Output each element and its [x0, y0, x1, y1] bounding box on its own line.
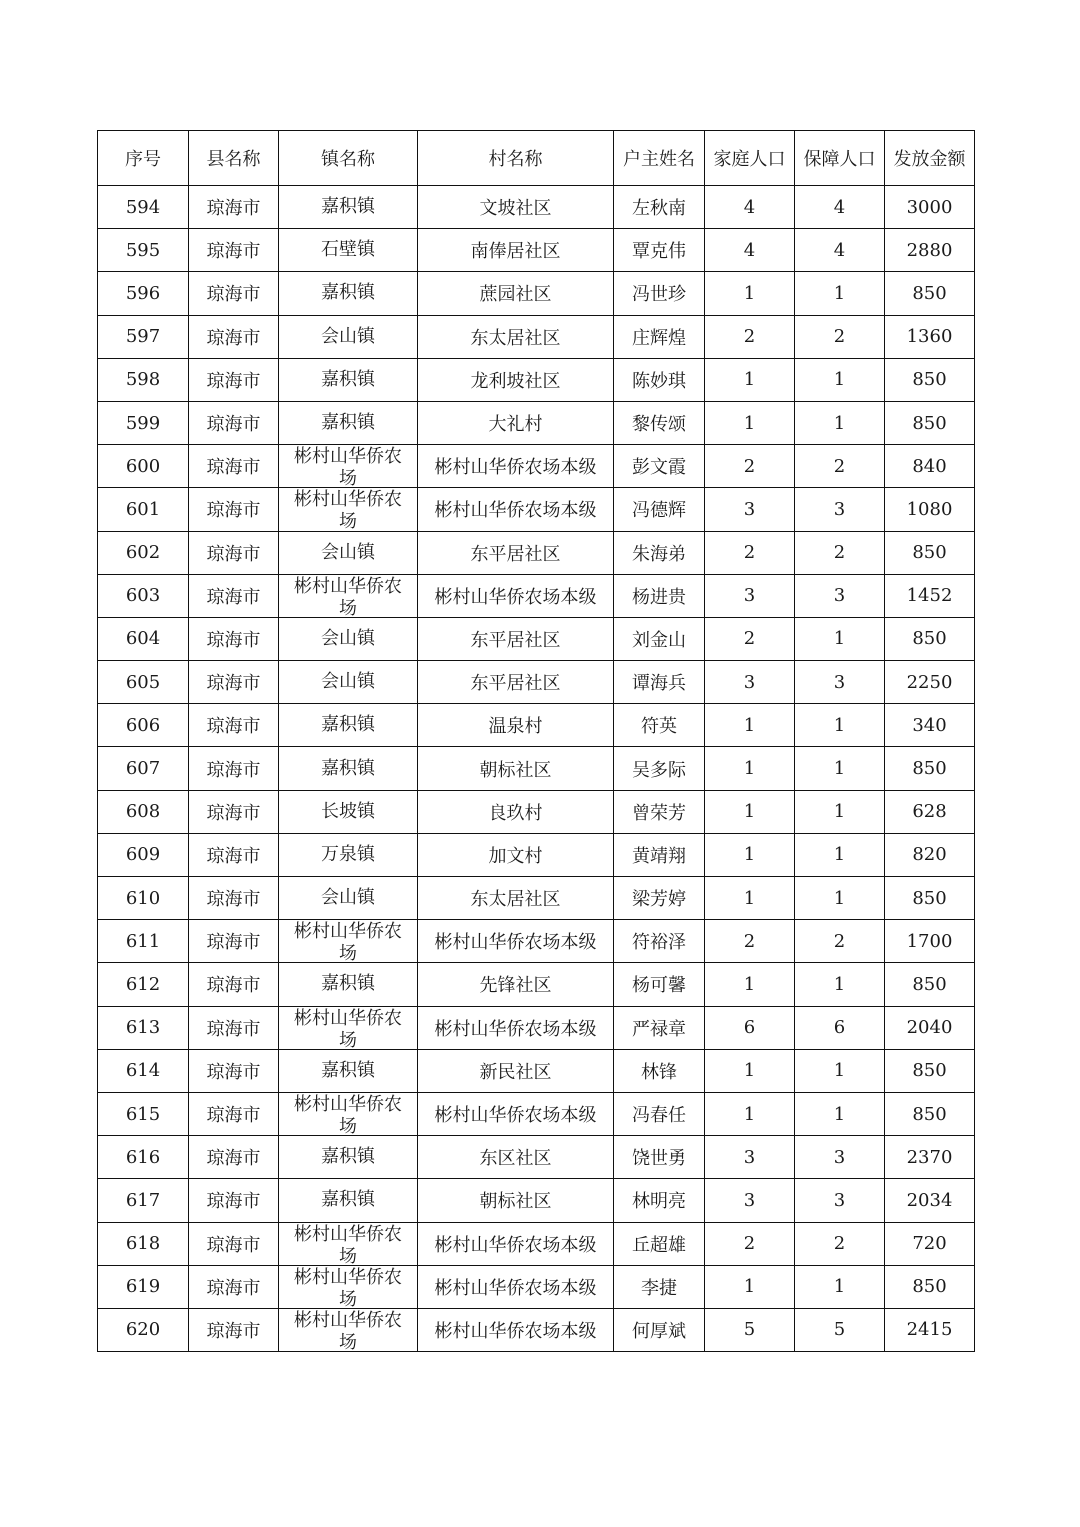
- cell-town: [279, 747, 418, 790]
- town-name-text: 彬村山华侨农场: [294, 1309, 402, 1350]
- cell-householder: 符英: [614, 704, 705, 747]
- cell-index: 594: [98, 186, 189, 229]
- table-row: [98, 1308, 975, 1351]
- cell-family-size: 4: [705, 186, 795, 229]
- table-row: [98, 833, 975, 876]
- cell-covered-size: 2: [795, 445, 885, 488]
- cell-amount: 628: [885, 790, 975, 833]
- cell-village: 先锋社区: [418, 963, 614, 1006]
- cell-county: 琼海市: [189, 1308, 279, 1351]
- cell-amount: 850: [885, 963, 975, 1006]
- cell-householder: 林明亮: [614, 1179, 705, 1222]
- cell-householder: 吴多际: [614, 747, 705, 790]
- cell-householder: 陈妙琪: [614, 358, 705, 401]
- cell-family-size: 1: [705, 1049, 795, 1092]
- town-name-text: 嘉积镇: [321, 714, 375, 736]
- cell-village: 龙利坡社区: [418, 358, 614, 401]
- cell-village: 彬村山华侨农场本级: [418, 920, 614, 963]
- table-row: [98, 1006, 975, 1049]
- cell-village: 东太居社区: [418, 877, 614, 920]
- cell-county: 琼海市: [189, 445, 279, 488]
- cell-householder: 庄辉煌: [614, 315, 705, 358]
- town-name-text: 彬村山华侨农场: [294, 1094, 402, 1135]
- header-county: 县名称: [189, 131, 279, 186]
- table-row: [98, 963, 975, 1006]
- cell-index: 607: [98, 747, 189, 790]
- town-name-text: 嘉积镇: [321, 1189, 375, 1211]
- cell-index: 611: [98, 920, 189, 963]
- town-name-text: 彬村山华侨农场: [294, 1223, 402, 1264]
- cell-index: 610: [98, 877, 189, 920]
- cell-index: 612: [98, 963, 189, 1006]
- cell-county: 琼海市: [189, 229, 279, 272]
- cell-amount: 1452: [885, 574, 975, 617]
- town-name-text: 嘉积镇: [321, 412, 375, 434]
- cell-index: 600: [98, 445, 189, 488]
- cell-family-size: 3: [705, 574, 795, 617]
- cell-town: [279, 229, 418, 272]
- cell-householder: 黄靖翔: [614, 833, 705, 876]
- table-row: [98, 661, 975, 704]
- cell-county: 琼海市: [189, 315, 279, 358]
- cell-village: 新民社区: [418, 1049, 614, 1092]
- cell-town: [279, 963, 418, 1006]
- cell-village: 彬村山华侨农场本级: [418, 445, 614, 488]
- cell-town: [279, 1308, 418, 1351]
- cell-amount: 2040: [885, 1006, 975, 1049]
- cell-county: 琼海市: [189, 1136, 279, 1179]
- cell-amount: 1360: [885, 315, 975, 358]
- cell-covered-size: 3: [795, 1179, 885, 1222]
- cell-village: 大礼村: [418, 401, 614, 444]
- town-name-text: 嘉积镇: [321, 1146, 375, 1168]
- town-name-text: 会山镇: [321, 541, 375, 563]
- cell-town: [279, 445, 418, 488]
- town-name-text: 嘉积镇: [321, 973, 375, 995]
- table-row: [98, 401, 975, 444]
- cell-amount: 2880: [885, 229, 975, 272]
- table-row: [98, 920, 975, 963]
- cell-family-size: 3: [705, 661, 795, 704]
- cell-county: 琼海市: [189, 1049, 279, 1092]
- cell-county: 琼海市: [189, 358, 279, 401]
- cell-index: 605: [98, 661, 189, 704]
- cell-town: [279, 1092, 418, 1135]
- town-name-text: 石壁镇: [321, 239, 375, 261]
- cell-family-size: 1: [705, 272, 795, 315]
- cell-index: 620: [98, 1308, 189, 1351]
- cell-index: 616: [98, 1136, 189, 1179]
- table-header-row: [98, 131, 975, 186]
- cell-family-size: 3: [705, 488, 795, 531]
- table-row: [98, 790, 975, 833]
- cell-county: 琼海市: [189, 877, 279, 920]
- cell-town: [279, 704, 418, 747]
- cell-town: [279, 1136, 418, 1179]
- cell-householder: 严禄章: [614, 1006, 705, 1049]
- cell-householder: 饶世勇: [614, 1136, 705, 1179]
- town-name-text: 会山镇: [321, 627, 375, 649]
- cell-amount: 2250: [885, 661, 975, 704]
- cell-family-size: 1: [705, 401, 795, 444]
- cell-covered-size: 1: [795, 747, 885, 790]
- cell-village: 彬村山华侨农场本级: [418, 1006, 614, 1049]
- cell-village: 朝标社区: [418, 747, 614, 790]
- cell-covered-size: 1: [795, 790, 885, 833]
- cell-county: 琼海市: [189, 661, 279, 704]
- header-covered-size: 保障人口: [795, 131, 885, 186]
- cell-village: 彬村山华侨农场本级: [418, 1222, 614, 1265]
- cell-family-size: 1: [705, 358, 795, 401]
- cell-village: 彬村山华侨农场本级: [418, 488, 614, 531]
- cell-householder: 杨进贵: [614, 574, 705, 617]
- table-body: [98, 186, 975, 1352]
- cell-index: 609: [98, 833, 189, 876]
- cell-covered-size: 3: [795, 1136, 885, 1179]
- cell-family-size: 4: [705, 229, 795, 272]
- cell-amount: 1700: [885, 920, 975, 963]
- town-name-text: 嘉积镇: [321, 368, 375, 390]
- town-name-text: 会山镇: [321, 887, 375, 909]
- cell-town: [279, 401, 418, 444]
- cell-amount: 2370: [885, 1136, 975, 1179]
- cell-amount: 2415: [885, 1308, 975, 1351]
- cell-town: [279, 617, 418, 660]
- cell-index: 596: [98, 272, 189, 315]
- cell-county: 琼海市: [189, 963, 279, 1006]
- cell-covered-size: 1: [795, 358, 885, 401]
- cell-covered-size: 1: [795, 833, 885, 876]
- cell-county: 琼海市: [189, 617, 279, 660]
- cell-county: 琼海市: [189, 488, 279, 531]
- town-name-text: 彬村山华侨农场: [294, 575, 402, 616]
- cell-town: [279, 531, 418, 574]
- cell-county: 琼海市: [189, 1179, 279, 1222]
- town-name-text: 彬村山华侨农场: [294, 489, 402, 530]
- cell-householder: 李捷: [614, 1265, 705, 1308]
- cell-family-size: 1: [705, 833, 795, 876]
- table-row: [98, 229, 975, 272]
- cell-village: 东区社区: [418, 1136, 614, 1179]
- town-name-text: 彬村山华侨农场: [294, 1007, 402, 1048]
- table-row: [98, 272, 975, 315]
- cell-family-size: 1: [705, 747, 795, 790]
- cell-index: 615: [98, 1092, 189, 1135]
- cell-amount: 850: [885, 401, 975, 444]
- cell-index: 619: [98, 1265, 189, 1308]
- table-row: [98, 186, 975, 229]
- town-name-text: 万泉镇: [321, 843, 375, 865]
- cell-family-size: 2: [705, 1222, 795, 1265]
- cell-family-size: 3: [705, 1136, 795, 1179]
- cell-amount: 850: [885, 1049, 975, 1092]
- cell-index: 599: [98, 401, 189, 444]
- header-village: 村名称: [418, 131, 614, 186]
- cell-village: 文坡社区: [418, 186, 614, 229]
- cell-householder: 覃克伟: [614, 229, 705, 272]
- cell-village: 彬村山华侨农场本级: [418, 1308, 614, 1351]
- table-row: [98, 1179, 975, 1222]
- cell-county: 琼海市: [189, 272, 279, 315]
- cell-family-size: 1: [705, 790, 795, 833]
- cell-town: [279, 790, 418, 833]
- cell-covered-size: 2: [795, 531, 885, 574]
- cell-covered-size: 1: [795, 1049, 885, 1092]
- cell-householder: 冯春任: [614, 1092, 705, 1135]
- cell-householder: 冯德辉: [614, 488, 705, 531]
- table-row: [98, 747, 975, 790]
- cell-amount: 840: [885, 445, 975, 488]
- cell-amount: 850: [885, 877, 975, 920]
- cell-family-size: 2: [705, 920, 795, 963]
- cell-village: 温泉村: [418, 704, 614, 747]
- cell-householder: 杨可馨: [614, 963, 705, 1006]
- cell-county: 琼海市: [189, 747, 279, 790]
- cell-index: 602: [98, 531, 189, 574]
- table-row: [98, 1136, 975, 1179]
- cell-amount: 850: [885, 747, 975, 790]
- cell-index: 617: [98, 1179, 189, 1222]
- cell-index: 606: [98, 704, 189, 747]
- cell-town: [279, 1265, 418, 1308]
- town-name-text: 嘉积镇: [321, 196, 375, 218]
- cell-covered-size: 1: [795, 617, 885, 660]
- cell-town: [279, 315, 418, 358]
- cell-amount: 1080: [885, 488, 975, 531]
- cell-family-size: 1: [705, 1265, 795, 1308]
- cell-family-size: 1: [705, 1092, 795, 1135]
- cell-village: 朝标社区: [418, 1179, 614, 1222]
- cell-householder: 冯世珍: [614, 272, 705, 315]
- table-row: [98, 1222, 975, 1265]
- cell-family-size: 1: [705, 963, 795, 1006]
- cell-index: 597: [98, 315, 189, 358]
- cell-index: 614: [98, 1049, 189, 1092]
- cell-county: 琼海市: [189, 920, 279, 963]
- cell-covered-size: 3: [795, 661, 885, 704]
- cell-town: [279, 920, 418, 963]
- cell-town: [279, 1222, 418, 1265]
- cell-covered-size: 4: [795, 186, 885, 229]
- cell-householder: 符裕泽: [614, 920, 705, 963]
- table-row: [98, 1049, 975, 1092]
- cell-village: 彬村山华侨农场本级: [418, 574, 614, 617]
- cell-village: 良玖村: [418, 790, 614, 833]
- cell-town: [279, 488, 418, 531]
- cell-town: [279, 877, 418, 920]
- town-name-text: 彬村山华侨农场: [294, 921, 402, 962]
- table-row: [98, 877, 975, 920]
- allowance-table-sheet: [97, 130, 975, 1352]
- cell-householder: 左秋南: [614, 186, 705, 229]
- cell-county: 琼海市: [189, 790, 279, 833]
- cell-covered-size: 1: [795, 1092, 885, 1135]
- cell-index: 618: [98, 1222, 189, 1265]
- cell-covered-size: 6: [795, 1006, 885, 1049]
- cell-town: [279, 1179, 418, 1222]
- cell-county: 琼海市: [189, 1222, 279, 1265]
- cell-town: [279, 661, 418, 704]
- table-row: [98, 488, 975, 531]
- cell-county: 琼海市: [189, 401, 279, 444]
- cell-town: [279, 574, 418, 617]
- cell-family-size: 3: [705, 1179, 795, 1222]
- cell-county: 琼海市: [189, 186, 279, 229]
- cell-village: 东平居社区: [418, 617, 614, 660]
- cell-family-size: 2: [705, 445, 795, 488]
- cell-village: 加文村: [418, 833, 614, 876]
- cell-town: [279, 272, 418, 315]
- cell-householder: 林锋: [614, 1049, 705, 1092]
- town-name-text: 彬村山华侨农场: [294, 1266, 402, 1307]
- header-amount: 发放金额: [885, 131, 975, 186]
- cell-covered-size: 3: [795, 488, 885, 531]
- table-row: [98, 1265, 975, 1308]
- cell-amount: 820: [885, 833, 975, 876]
- cell-householder: 朱海弟: [614, 531, 705, 574]
- cell-county: 琼海市: [189, 531, 279, 574]
- town-name-text: 嘉积镇: [321, 282, 375, 304]
- cell-county: 琼海市: [189, 833, 279, 876]
- cell-covered-size: 2: [795, 315, 885, 358]
- cell-amount: 850: [885, 617, 975, 660]
- cell-covered-size: 3: [795, 574, 885, 617]
- cell-amount: 850: [885, 272, 975, 315]
- cell-index: 613: [98, 1006, 189, 1049]
- cell-village: 彬村山华侨农场本级: [418, 1092, 614, 1135]
- cell-amount: 850: [885, 531, 975, 574]
- cell-covered-size: 1: [795, 963, 885, 1006]
- cell-covered-size: 1: [795, 272, 885, 315]
- allowance-table: [97, 130, 975, 1352]
- cell-index: 598: [98, 358, 189, 401]
- cell-householder: 何厚斌: [614, 1308, 705, 1351]
- cell-covered-size: 1: [795, 704, 885, 747]
- cell-town: [279, 1049, 418, 1092]
- cell-householder: 刘金山: [614, 617, 705, 660]
- cell-covered-size: 4: [795, 229, 885, 272]
- header-householder: 户主姓名: [614, 131, 705, 186]
- town-name-text: 嘉积镇: [321, 757, 375, 779]
- cell-town: [279, 186, 418, 229]
- cell-village: 东平居社区: [418, 661, 614, 704]
- cell-family-size: 2: [705, 531, 795, 574]
- cell-index: 608: [98, 790, 189, 833]
- cell-index: 601: [98, 488, 189, 531]
- cell-village: 彬村山华侨农场本级: [418, 1265, 614, 1308]
- cell-county: 琼海市: [189, 1092, 279, 1135]
- cell-covered-size: 1: [795, 877, 885, 920]
- cell-county: 琼海市: [189, 1265, 279, 1308]
- cell-covered-size: 5: [795, 1308, 885, 1351]
- cell-family-size: 1: [705, 704, 795, 747]
- cell-family-size: 1: [705, 877, 795, 920]
- table-row: [98, 704, 975, 747]
- cell-amount: 720: [885, 1222, 975, 1265]
- town-name-text: 嘉积镇: [321, 1059, 375, 1081]
- cell-village: 南俸居社区: [418, 229, 614, 272]
- cell-amount: 340: [885, 704, 975, 747]
- cell-covered-size: 2: [795, 920, 885, 963]
- town-name-text: 会山镇: [321, 671, 375, 693]
- cell-covered-size: 1: [795, 1265, 885, 1308]
- cell-householder: 谭海兵: [614, 661, 705, 704]
- cell-amount: 3000: [885, 186, 975, 229]
- table-row: [98, 531, 975, 574]
- cell-county: 琼海市: [189, 704, 279, 747]
- table-row: [98, 445, 975, 488]
- town-name-text: 会山镇: [321, 325, 375, 347]
- header-family-size: 家庭人口: [705, 131, 795, 186]
- table-row: [98, 1092, 975, 1135]
- table-row: [98, 315, 975, 358]
- table-row: [98, 617, 975, 660]
- cell-householder: 梁芳婷: [614, 877, 705, 920]
- cell-family-size: 2: [705, 617, 795, 660]
- header-index: 序号: [98, 131, 189, 186]
- cell-village: 蔗园社区: [418, 272, 614, 315]
- cell-index: 595: [98, 229, 189, 272]
- cell-index: 603: [98, 574, 189, 617]
- cell-householder: 丘超雄: [614, 1222, 705, 1265]
- cell-village: 东平居社区: [418, 531, 614, 574]
- cell-householder: 彭文霞: [614, 445, 705, 488]
- cell-amount: 850: [885, 1265, 975, 1308]
- cell-amount: 2034: [885, 1179, 975, 1222]
- table-row: [98, 574, 975, 617]
- cell-amount: 850: [885, 1092, 975, 1135]
- cell-householder: 黎传颂: [614, 401, 705, 444]
- cell-covered-size: 1: [795, 401, 885, 444]
- cell-family-size: 6: [705, 1006, 795, 1049]
- table-row: [98, 358, 975, 401]
- header-town: 镇名称: [279, 131, 418, 186]
- cell-county: 琼海市: [189, 574, 279, 617]
- cell-amount: 850: [885, 358, 975, 401]
- town-name-text: 长坡镇: [321, 800, 375, 822]
- cell-village: 东太居社区: [418, 315, 614, 358]
- cell-covered-size: 2: [795, 1222, 885, 1265]
- cell-town: [279, 1006, 418, 1049]
- cell-town: [279, 358, 418, 401]
- cell-householder: 曾荣芳: [614, 790, 705, 833]
- town-name-text: 彬村山华侨农场: [294, 446, 402, 487]
- cell-family-size: 5: [705, 1308, 795, 1351]
- cell-family-size: 2: [705, 315, 795, 358]
- cell-index: 604: [98, 617, 189, 660]
- cell-county: 琼海市: [189, 1006, 279, 1049]
- cell-town: [279, 833, 418, 876]
